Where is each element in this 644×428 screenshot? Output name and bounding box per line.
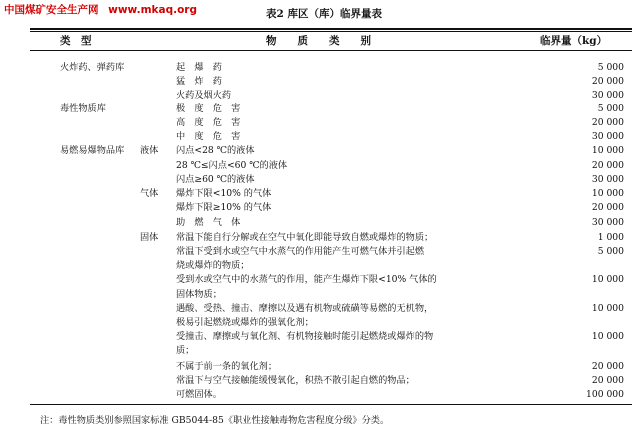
- substance-cell: 助 燃 气 体: [176, 217, 241, 228]
- substance-cell: 起 爆 药: [176, 62, 222, 73]
- substance-cell: 爆炸下限≥10% 的气体: [176, 202, 272, 213]
- substance-cell: 受到水或空气中的水蒸气的作用，能产生爆炸下限<10% 气体的: [176, 274, 437, 285]
- threshold-cell: 20 000: [591, 117, 624, 128]
- substance-cell: 爆炸下限<10% 的气体: [176, 188, 272, 199]
- category-cell: 易燃易爆物品库: [60, 145, 125, 156]
- substance-cell: 可燃固体。: [176, 389, 222, 400]
- subcategory-cell: 液体: [140, 145, 159, 156]
- substance-cell: 质；: [176, 345, 195, 356]
- subcategory-cell: 固体: [140, 232, 159, 243]
- header-rule: [30, 50, 632, 51]
- subcategory-cell: 气体: [140, 188, 159, 199]
- threshold-cell: 30 000: [591, 174, 624, 185]
- substance-cell: 极 度 危 害: [176, 103, 241, 114]
- watermark-site-name: 中国煤矿安全生产网: [4, 4, 99, 16]
- threshold-cell: 5 000: [597, 62, 624, 73]
- substance-cell: 固体物质；: [176, 289, 222, 300]
- threshold-cell: 100 000: [586, 389, 624, 400]
- threshold-cell: 20 000: [591, 361, 624, 372]
- substance-cell: 极易引起燃烧或爆炸的强氧化剂；: [176, 317, 314, 328]
- threshold-cell: 30 000: [591, 90, 624, 101]
- threshold-cell: 5 000: [597, 103, 624, 114]
- category-cell: 毒性物质库: [60, 103, 106, 114]
- substance-cell: 28 ℃≤闪点<60 ℃的液体: [176, 160, 288, 171]
- threshold-cell: 30 000: [591, 131, 624, 142]
- substance-cell: 不属于前一条的氧化剂；: [176, 361, 278, 372]
- threshold-cell: 20 000: [591, 160, 624, 171]
- threshold-cell: 10 000: [591, 188, 624, 199]
- substance-cell: 中 度 危 害: [176, 131, 241, 142]
- threshold-cell: 10 000: [591, 331, 624, 342]
- top-rule-inner: [30, 31, 632, 32]
- category-cell: 火炸药、弹药库: [60, 62, 125, 73]
- bottom-rule: [30, 404, 632, 405]
- watermark: [4, 2, 203, 17]
- substance-cell: 猛 炸 药: [176, 76, 222, 87]
- watermark-url: www.mkaq.org: [108, 4, 197, 16]
- substance-cell: 火药及烟火药: [176, 90, 232, 101]
- header-threshold: 临界量（kg）: [540, 35, 608, 47]
- threshold-cell: 30 000: [591, 217, 624, 228]
- threshold-cell: 20 000: [591, 202, 624, 213]
- header-substance: 物 质 类 别: [266, 35, 371, 47]
- substance-cell: 常温下能自行分解或在空气中氧化即能导致自燃或爆炸的物质；: [176, 232, 434, 243]
- threshold-cell: 10 000: [591, 303, 624, 314]
- substance-cell: 烧或爆炸的物质；: [176, 260, 250, 271]
- threshold-cell: 20 000: [591, 375, 624, 386]
- substance-cell: 闪点≥60 ℃的液体: [176, 174, 255, 185]
- table-note: 注：毒性物质类别参照国家标准 GB5044-85《职业性接触毒物危害程度分级》分类。: [40, 415, 390, 426]
- threshold-cell: 1 000: [597, 232, 624, 243]
- substance-cell: 遇酸、受热、撞击、摩擦以及遇有机物或硫磺等易燃的无机物，: [176, 303, 434, 314]
- table-title: 表2 库区（库）临界量表: [266, 8, 382, 20]
- substance-cell: 受撞击、摩擦或与氧化剂、有机物接触时能引起燃烧或爆炸的物: [176, 331, 434, 342]
- threshold-cell: 10 000: [591, 145, 624, 156]
- substance-cell: 闪点<28 ℃的液体: [176, 145, 255, 156]
- top-rule: [30, 28, 632, 30]
- threshold-cell: 5 000: [597, 246, 624, 257]
- threshold-cell: 10 000: [591, 274, 624, 285]
- substance-cell: 高 度 危 害: [176, 117, 241, 128]
- substance-cell: 常温下与空气接触能缓慢氧化，积热不散引起自燃的物品；: [176, 375, 415, 386]
- header-category: 类 型: [60, 35, 92, 47]
- threshold-cell: 20 000: [591, 76, 624, 87]
- substance-cell: 常温下受到水或空气中水蒸气的作用能产生可燃气体并引起燃: [176, 246, 425, 257]
